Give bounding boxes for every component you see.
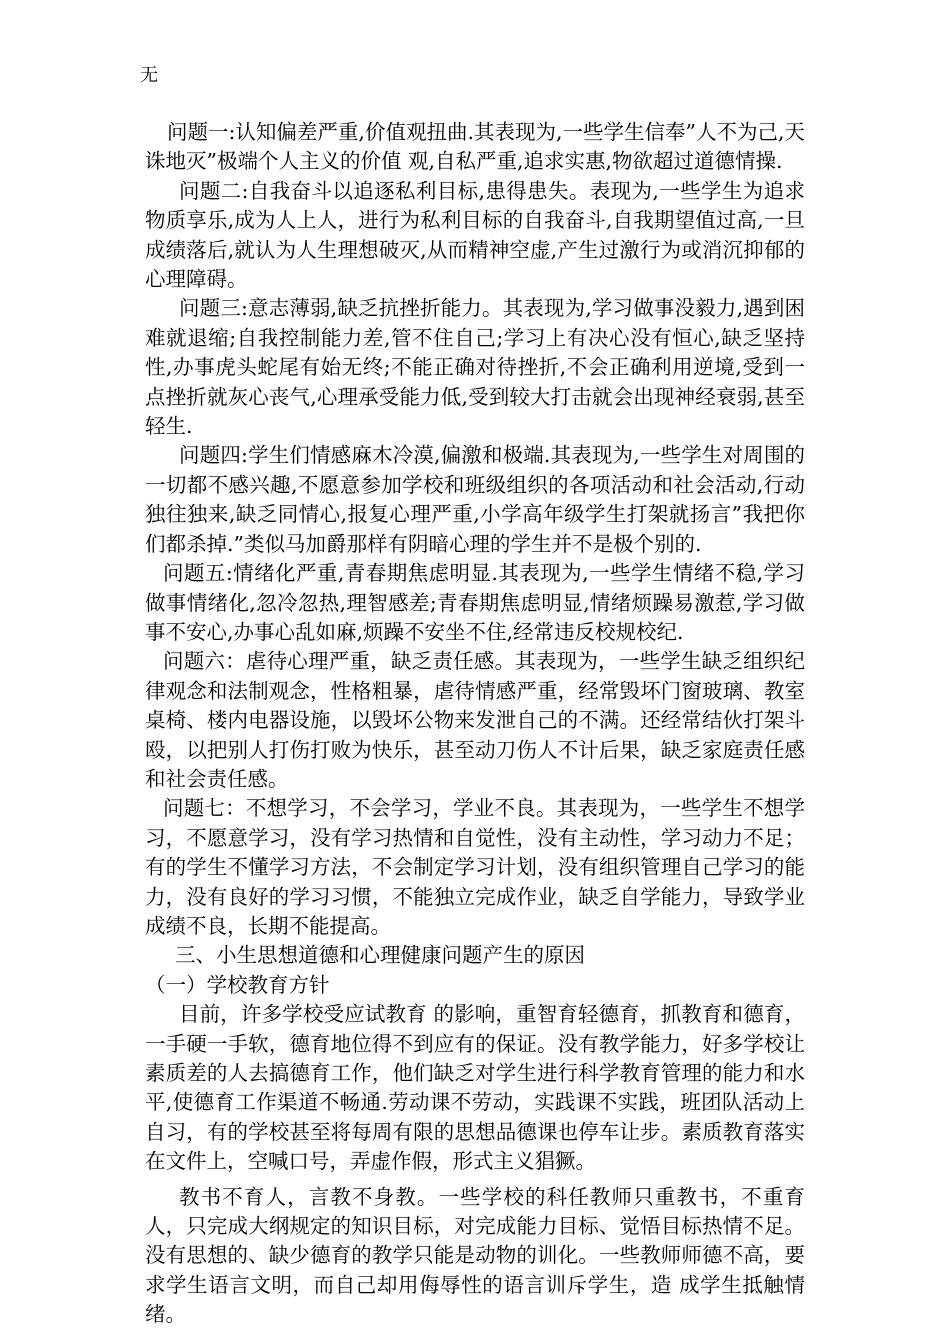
paragraph-teaching: 教书不育人，言教不身教。一些学校的科任教师只重教书，不重育人，只完成大纲规定的知识目标，对完成能力目标、觉悟目标热情不足。没有思想的、缺少德育的教学只能是动物的训化。一些教师师德不高，要求学生语言文明，而自己却用侮辱性的语言训斥学生，造 成学生抵触情绪。 <box>145 1184 805 1327</box>
paragraph-problem-3: 问题三:意志薄弱,缺乏抗挫折能力。其表现为,学习做事没毅力,遇到困难就退缩;自我控制能力差,管不住自己;学习上有决心没有恒心,缺乏坚持性,办事虎头蛇尾有始无终;不能正确对待挫折,不会正确利用逆境,受到一点挫折就灰心丧气,心理承受能力低,受到较大打击就会出现神经衰弱,甚至轻生. <box>145 296 805 439</box>
paragraph-problem-6: 问题六：虐待心理严重，缺乏责任感。其表现为，一些学生缺乏组织纪律观念和法制观念，性格粗暴，虐待情感严重，经常毁坏门窗玻璃、教室桌椅、楼内电器设施，以毁坏公物来发泄自己的不满。还经常结伙打架斗殴，以把别人打伤打败为快乐，甚至动刀伤人不计后果，缺乏家庭责任感和社会责任感。 <box>145 649 805 791</box>
subsection-heading-school-policy: （一）学校教育方针 <box>145 972 330 997</box>
document-body <box>145 118 805 1330</box>
paragraph-problem-5: 问题五:情绪化严重,青春期焦虑明显.其表现为,一些学生情绪不稳,学习做事情绪化,忽冷忽热,理智感差;青春期焦虑明显,情绪烦躁易激惹,学习做事不安心,办事心乱如麻,烦躁不安坐不住,经常违反校规校纪. <box>145 561 805 644</box>
section-heading-causes: 三、小生思想道德和心理健康问题产生的原因 <box>175 943 585 968</box>
paragraph-problem-4: 问题四:学生们情感麻木冷漠,偏激和极端.其表现为,一些学生对周围的一切都不感兴趣,不愿意参加学校和班级组织的各项活动和社会活动,行动独往独来,缺乏同情心,报复心理严重,小学高年级学生打架就扬言”我把你们都杀掉.”类似马加爵那样有阴暗心理的学生并不是极个别的. <box>145 443 805 556</box>
paragraph-problem-7: 问题七：不想学习，不会学习，学业不良。其表现为，一些学生不想学习，不愿意学习，没有学习热情和自觉性，没有主动性，学习动力不足；有的学生不懂学习方法，不会制定学习计划，没有组织管理自己学习的能力，没有良好的学习习惯，不能独立完成作业，缺乏自学能力，导致学业成绩不良，长期不能提高。 <box>145 796 805 938</box>
paragraph-school-policy: 目前，许多学校受应试教育 的影响，重智育轻德育，抓教育和德育，一手硬一手软，德育地位得不到应有的保证。没有教学能力，好多学校让素质差的人去搞德育工作，他们缺乏对学生进行科学教育管理的能力和水平,使德育工作渠道不畅通.劳动课不劳动，实践课不实践，班团队活动上自习，有的学校甚至将每周有限的思想品德课也停车让步。素质教育落实在文件上，空喊口号，弄虚作假，形式主义猖獗。 <box>145 1002 805 1174</box>
page-header-text: 无 <box>140 65 158 86</box>
paragraph-problem-2: 问题二:自我奋斗以追逐私利目标,患得患失。表现为,一些学生为追求物质享乐,成为人上人，进行为私利目标的自我奋斗,自我期望值过高,一旦成绩落后,就认为人生理想破灭,从而精神空虚,产生过激行为或消沉抑郁的心理障碍。 <box>145 178 805 292</box>
paragraph-problem-1: 问题一:认知偏差严重,价值观扭曲.其表现为,一些学生信奉”人不为己,天诛地灭”极端个人主义的价值 观,自私严重,追求实惠,物欲超过道德情操. <box>145 120 805 174</box>
